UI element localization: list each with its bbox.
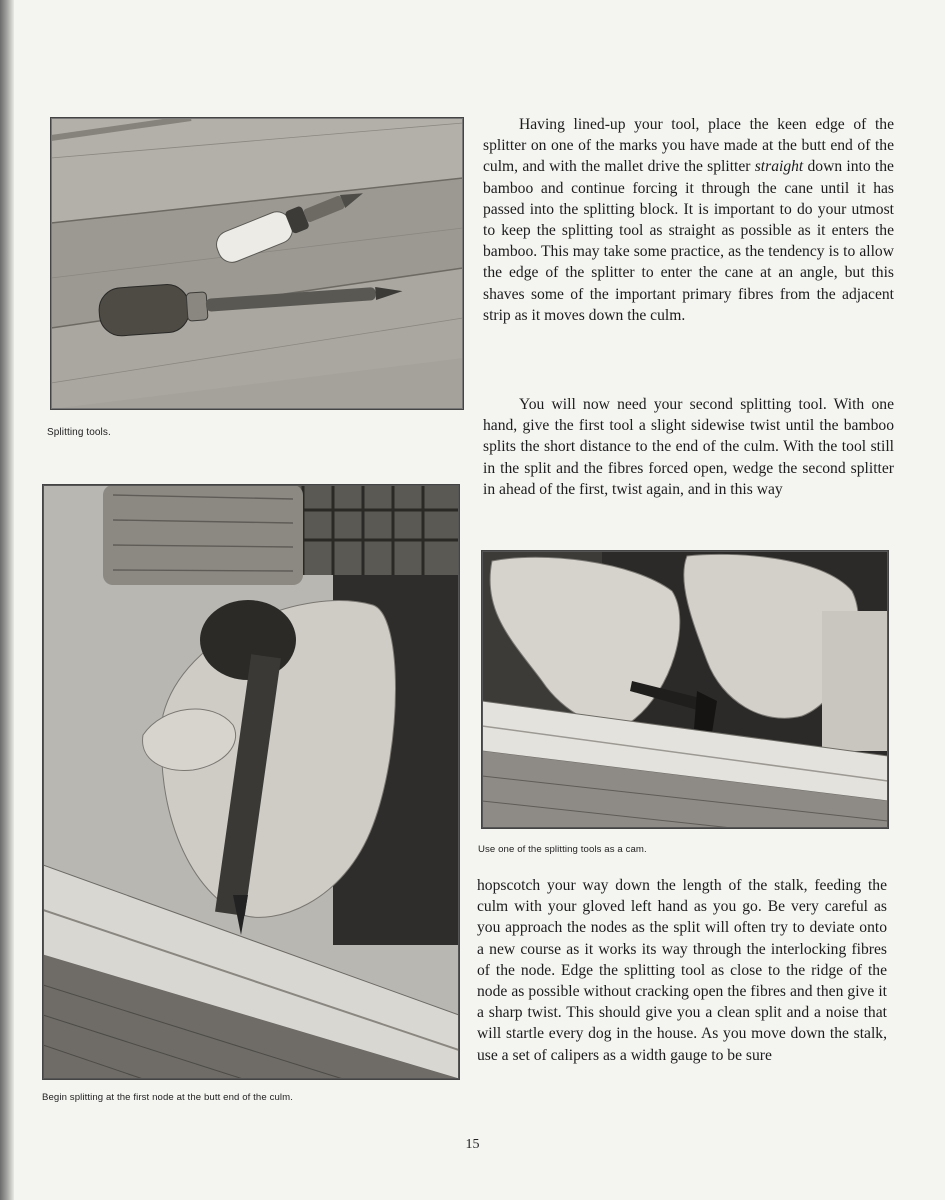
photo-splitting-tools [50, 117, 464, 410]
paragraph-2: You will now need your second splitting tool. With one hand, give the first tool a slight sidewise twist until the bamboo splits the short distance to the end of the culm. With the tool still in the split and the fibres forced open, wedge the second splitter in ahead of the first, twist again, and in this way [483, 396, 894, 498]
emphasis-straight: straight [754, 158, 804, 176]
figure-caption-2: Begin splitting at the first node at the butt end of the culm. [42, 1092, 293, 1103]
page-number: 15 [465, 1137, 480, 1152]
paragraph-3: hopscotch your way down the length of the stalk, feeding the culm with your gloved left hand as you go. Be very careful as you approach the nodes as the split will often try to deviate onto a new course as it works its way through the interlocking fibres of the node. Edge the splitting tool as close to the ridge of the node as possible without cracking open the fibres and then give it a sharp twist. This should give you a clean split and a noise that will startle every dog in the house. As you move down the stalk, use a set of calipers as a width gauge to be sure [477, 877, 887, 1064]
paragraph-1-end: down into the bamboo and continue forcing it through the cane until it has passed into the splitting block. It is important to do your utmost to keep the splitting tool as straight as possible as it enters the bamboo. This may take some practice, as the tendency is to allow the edge of the splitter to enter the cane at an angle, but this shaves some of the important primary fibres from the adjacent strip as it moves down the culm. [483, 158, 894, 324]
paragraph-1-start: Having lined-up your tool, place the keen edge of the splitter on one of the marks you have made at the butt end of the culm, and with the mallet drive the splitter [483, 116, 894, 176]
photo-begin-splitting [42, 484, 460, 1080]
figure-caption-1: Splitting tools. [47, 427, 111, 438]
figure-caption-3: Use one of the splitting tools as a cam. [478, 844, 647, 855]
photo-use-as-cam [481, 550, 889, 829]
page-binding-shadow [0, 0, 14, 1200]
paragraph-1 [483, 114, 894, 326]
